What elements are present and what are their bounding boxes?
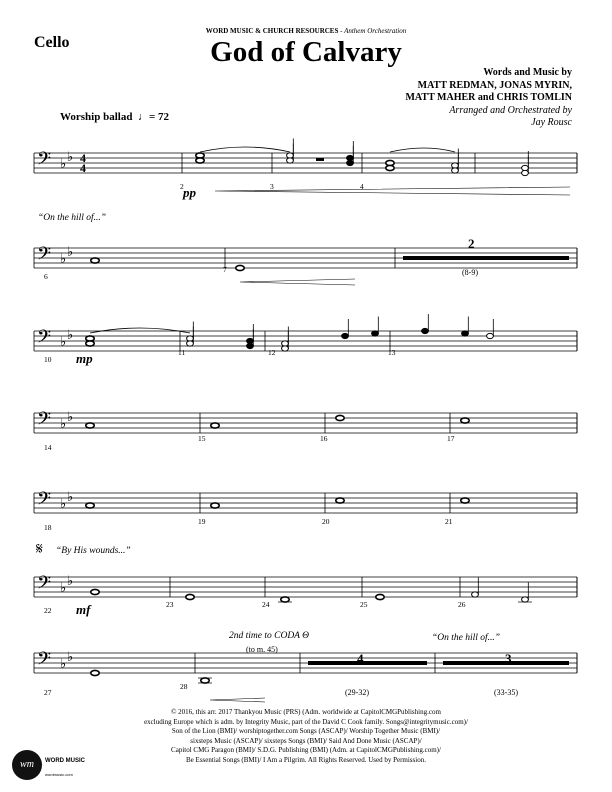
note-head: [282, 341, 289, 346]
note-head: [342, 333, 349, 338]
note-head: [247, 343, 254, 348]
multi-rest-count: 4: [357, 651, 364, 666]
publisher: WORD MUSIC & CHURCH RESOURCES: [205, 27, 339, 35]
note-head: [452, 168, 459, 173]
flat-icon: ♭: [67, 649, 74, 664]
measure-number: 11: [178, 348, 186, 357]
dynamic-mp: mp: [76, 351, 93, 366]
note-head: [236, 265, 244, 270]
logo-url: wordmusic.com: [45, 772, 73, 777]
note-head: [452, 163, 459, 168]
measure-number: 4: [360, 182, 364, 191]
measure-number: 16: [320, 434, 328, 443]
credits: [405, 67, 572, 130]
note-head: [347, 160, 354, 165]
series: - Anthem Orchestration: [340, 27, 407, 35]
note-head: [461, 418, 469, 423]
tempo-text: Worship ballad: [60, 111, 133, 123]
multi-rest-range: (29-32): [345, 688, 369, 697]
copyright-line: © 2016, this arr. 2017 Thankyou Music (PRS) (Adm. worldwide at CapitolCMGPublishing.com: [171, 708, 441, 716]
note-head: [86, 341, 94, 346]
bass-clef-icon: 𝄢: [37, 326, 52, 351]
cue-text: “On the hill of...”: [432, 633, 501, 643]
note-head: [86, 423, 94, 428]
note-head: [187, 336, 194, 341]
note-head: [281, 597, 289, 602]
note-head: [196, 158, 204, 163]
flat-icon: ♭: [60, 251, 67, 266]
flat-icon: ♭: [60, 656, 67, 671]
note-head: [86, 503, 94, 508]
dynamic-mf: mf: [76, 602, 91, 617]
measure-number: 2: [180, 182, 184, 191]
note-head: [91, 589, 99, 594]
flat-icon: ♭: [67, 244, 74, 259]
measure-number: 18: [44, 523, 52, 532]
copyright-line: sixsteps Music (ASCAP)/ sixsteps Songs (BMI)/ Said And Done Music (ASCAP)/: [190, 736, 422, 745]
whole-rest: [316, 158, 324, 161]
measure-number: 26: [458, 600, 466, 609]
note-head: [186, 594, 194, 599]
quarter-note-icon: ♩: [137, 111, 149, 123]
note-head: [211, 503, 219, 508]
tempo-value: = 72: [148, 111, 169, 123]
measure-number: 17: [447, 434, 455, 443]
logo-mark: wm: [12, 750, 42, 780]
note-head: [422, 328, 429, 333]
segno-icon: 𝄋: [36, 541, 43, 558]
note-head: [211, 423, 219, 428]
multi-measure-rest: [308, 661, 427, 665]
copyright-line: Son of the Lion (BMI)/ worshiptogether.com Songs (ASCAP)/ Worship Together Music (BMI)/: [171, 727, 441, 736]
multi-measure-rest: [403, 256, 569, 260]
measure-number: 3: [270, 182, 274, 191]
multi-rest-range: (8-9): [462, 268, 478, 277]
flat-icon: ♭: [67, 489, 74, 504]
measure-number: 13: [388, 348, 396, 357]
multi-rest-range: (33-35): [494, 688, 518, 697]
flat-icon: ♭: [67, 573, 74, 588]
coda-sub: (to m. 45): [246, 645, 278, 654]
time-signature: 4: [80, 151, 86, 165]
note-head: [247, 338, 254, 343]
note-head: [522, 165, 529, 170]
measure-number: 23: [166, 600, 174, 609]
note-head: [462, 331, 469, 336]
bass-clef-icon: 𝄢: [37, 648, 52, 673]
copyright-line: excluding Europe which is adm. by Integrity Music, part of the David C Cook family. Songs@integritymusic.com)/: [144, 717, 468, 726]
measure-number: 27: [44, 688, 52, 697]
measure-number: 24: [262, 600, 270, 609]
note-head: [336, 415, 344, 420]
flat-icon: ♭: [60, 334, 67, 349]
tie: [200, 147, 290, 152]
flat-icon: ♭: [60, 156, 67, 171]
publisher-line: [0, 27, 612, 35]
credit-line: MATT REDMAN, JONAS MYRIN,: [417, 79, 572, 91]
note-head: [336, 498, 344, 503]
note-head: [372, 331, 379, 336]
flat-icon: ♭: [60, 496, 67, 511]
measure-number: 25: [360, 600, 368, 609]
measure-number: 20: [322, 517, 330, 526]
note-head: [472, 592, 479, 597]
note-head: [522, 597, 529, 602]
measure-number: 12: [268, 348, 276, 357]
note-head: [282, 346, 289, 351]
note-head: [91, 258, 99, 263]
bass-clef-icon: 𝄢: [37, 572, 52, 597]
note-head: [201, 678, 209, 683]
note-head: [347, 155, 354, 160]
measure-number: 15: [198, 434, 206, 443]
measure-number: 6: [44, 272, 48, 281]
copyright-line: Be Essential Songs (BMI)/ I Am a Pilgrim. All Rights Reserved. Used by Permission.: [186, 755, 426, 764]
note-head: [376, 594, 384, 599]
flat-icon: ♭: [60, 416, 67, 431]
tempo-marking: [60, 111, 169, 123]
note-head: [287, 158, 294, 163]
note-head: [461, 498, 469, 503]
flat-icon: ♭: [60, 580, 67, 595]
logo-text: WORD MUSIC: [45, 758, 85, 764]
measure-number: 14: [44, 443, 52, 452]
note-head: [522, 170, 529, 175]
tie: [90, 328, 190, 333]
decrescendo-hairpin: [240, 279, 355, 285]
time-signature: 4: [80, 161, 86, 175]
bass-clef-icon: 𝄢: [37, 243, 52, 268]
decrescendo-hairpin: [210, 698, 265, 702]
measure-number: 10: [44, 355, 52, 364]
tie: [390, 148, 455, 152]
copyright-line: Capitol CMG Paragon (BMI)/ S.D.G. Publishing (BMI) (Adm. at CapitolCMGPublishing.com)/: [171, 746, 441, 755]
note-head: [187, 341, 194, 346]
song-title: God of Calvary: [210, 36, 402, 68]
multi-rest-count: 2: [468, 236, 475, 251]
credit-line: MATT MAHER and CHRIS TOMLIN: [405, 92, 572, 103]
flat-icon: ♭: [67, 327, 74, 342]
flat-icon: ♭: [67, 409, 74, 424]
cue-text: “On the hill of...”: [38, 213, 107, 223]
note-head: [287, 153, 294, 158]
arranger-line: Arranged and Orchestrated by: [449, 104, 572, 116]
copyright-notice: [0, 708, 612, 766]
measure-number: 28: [180, 682, 188, 691]
bass-clef-icon: 𝄢: [37, 488, 52, 513]
measure-number: 19: [198, 517, 206, 526]
flat-icon: ♭: [67, 149, 74, 164]
decrescendo-hairpin: [215, 187, 570, 195]
note-head: [487, 333, 494, 338]
measure-number: 21: [445, 517, 453, 526]
instrument-name: Cello: [34, 34, 70, 51]
note-head: [386, 165, 394, 170]
cue-text: “By His wounds...”: [56, 546, 131, 556]
bass-clef-icon: 𝄢: [37, 408, 52, 433]
coda-text: 2nd time to CODA Θ: [229, 631, 310, 641]
dynamic-pp: pp: [183, 185, 196, 200]
note-head: [91, 670, 99, 675]
multi-rest-count: 3: [505, 651, 512, 666]
bass-clef-icon: 𝄢: [37, 148, 52, 173]
measure-number: 22: [44, 606, 52, 615]
arranger: Jay Rousc: [531, 117, 572, 128]
measure-number: 7: [223, 265, 227, 274]
credit-line: Words and Music by: [483, 67, 572, 78]
